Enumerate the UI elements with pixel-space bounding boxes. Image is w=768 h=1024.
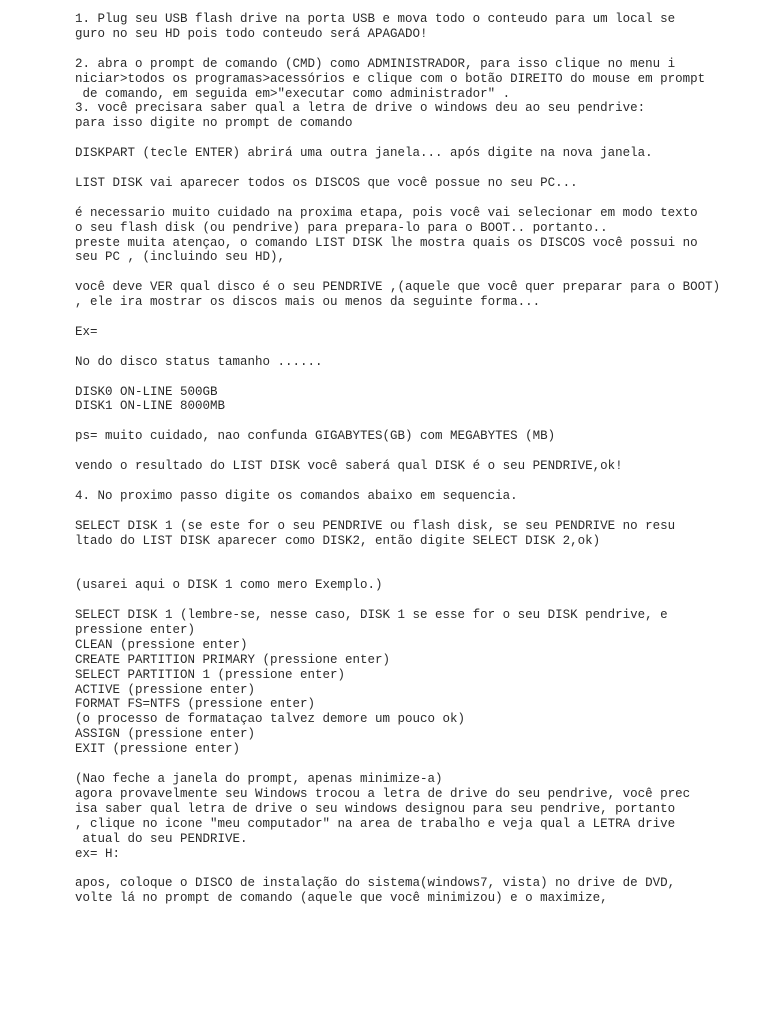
text-line: guro no seu HD pois todo conteudo será APAGADO! xyxy=(75,26,428,41)
blank-line xyxy=(75,265,755,280)
blank-line xyxy=(75,757,755,772)
blank-line xyxy=(75,861,755,876)
text-line: (o processo de formataçao talvez demore um pouco ok) xyxy=(75,712,466,727)
text-line: isa saber qual letra de drive o seu windows designou para seu pendrive, portanto xyxy=(75,801,676,816)
blank-line xyxy=(75,444,755,459)
document-text xyxy=(75,12,755,906)
blank-line xyxy=(75,593,755,608)
blank-line xyxy=(75,414,755,429)
text-line: , clique no icone "meu computador" na area de trabalho e veja qual a LETRA drive xyxy=(75,816,676,831)
blank-line xyxy=(75,131,755,146)
text-line: EXIT (pressione enter) xyxy=(75,742,241,757)
text-line: SELECT DISK 1 (se este for o seu PENDRIVE ou flash disk, se seu PENDRIVE no resu xyxy=(75,518,676,533)
blank-line xyxy=(75,474,755,489)
text-line: seu PC , (incluindo seu HD), xyxy=(75,250,286,265)
text-line: 4. No proximo passo digite os comandos abaixo em sequencia. xyxy=(75,488,518,503)
text-line: ASSIGN (pressione enter) xyxy=(75,727,256,742)
text-line: Ex= xyxy=(75,324,98,339)
text-line: apos, coloque o DISCO de instalação do sistema(windows7, vista) no drive de DVD, xyxy=(75,876,676,891)
blank-line xyxy=(75,548,755,563)
blank-line xyxy=(75,310,755,325)
text-line: pressione enter) xyxy=(75,622,196,637)
text-line: você deve VER qual disco é o seu PENDRIVE ,(aquele que você quer preparar para o BOOT) xyxy=(75,280,721,295)
text-line: ps= muito cuidado, nao confunda GIGABYTES(GB) com MEGABYTES (MB) xyxy=(75,429,556,444)
text-line: DISK0 ON-LINE 500GB xyxy=(75,384,218,399)
text-line: CREATE PARTITION PRIMARY (pressione enter) xyxy=(75,652,391,667)
text-line: volte lá no prompt de comando (aquele que você minimizou) e o maximize, xyxy=(75,891,608,906)
text-line: SELECT PARTITION 1 (pressione enter) xyxy=(75,667,346,682)
blank-line xyxy=(75,340,755,355)
text-line: ex= H: xyxy=(75,846,121,861)
text-line: (usarei aqui o DISK 1 como mero Exemplo.) xyxy=(75,578,383,593)
text-line: , ele ira mostrar os discos mais ou menos da seguinte forma... xyxy=(75,295,541,310)
text-line: agora provavelmente seu Windows trocou a letra de drive do seu pendrive, você prec xyxy=(75,786,691,801)
text-line: preste muita atençao, o comando LIST DISK lhe mostra quais os DISCOS você possui no xyxy=(75,235,698,250)
blank-line xyxy=(75,42,755,57)
text-line: LIST DISK vai aparecer todos os DISCOS que você possue no seu PC... xyxy=(75,175,578,190)
text-line: 3. você precisara saber qual a letra de drive o windows deu ao seu pendrive: xyxy=(75,101,646,116)
text-line: SELECT DISK 1 (lembre-se, nesse caso, DISK 1 se esse for o seu DISK pendrive, e xyxy=(75,608,668,623)
text-line: é necessario muito cuidado na proxima etapa, pois você vai selecionar em modo texto xyxy=(75,205,698,220)
text-line: (Nao feche a janela do prompt, apenas minimize-a) xyxy=(75,771,443,786)
text-line: niciar>todos os programas>acessórios e clique com o botão DIREITO do mouse em prompt xyxy=(75,71,706,86)
text-line: DISK1 ON-LINE 8000MB xyxy=(75,399,226,414)
blank-line xyxy=(75,370,755,385)
text-line: 1. Plug seu USB flash drive na porta USB e mova todo o conteudo para um local se xyxy=(75,12,676,26)
blank-line xyxy=(75,504,755,519)
text-line: vendo o resultado do LIST DISK você saberá qual DISK é o seu PENDRIVE,ok! xyxy=(75,459,623,474)
blank-line xyxy=(75,161,755,176)
blank-line xyxy=(75,563,755,578)
text-line: FORMAT FS=NTFS (pressione enter) xyxy=(75,697,316,712)
text-line: No do disco status tamanho ...... xyxy=(75,354,323,369)
text-line: o seu flash disk (ou pendrive) para prepara-lo para o BOOT.. portanto.. xyxy=(75,220,608,235)
text-line: 2. abra o prompt de comando (CMD) como ADMINISTRADOR, para isso clique no menu i xyxy=(75,56,676,71)
text-line: DISKPART (tecle ENTER) abrirá uma outra janela... após digite na nova janela. xyxy=(75,146,653,161)
text-line: para isso digite no prompt de comando xyxy=(75,116,353,131)
text-line: ACTIVE (pressione enter) xyxy=(75,682,256,697)
text-line: de comando, em seguida em>"executar como administrador" . xyxy=(75,86,511,101)
text-line: CLEAN (pressione enter) xyxy=(75,637,248,652)
text-line: atual do seu PENDRIVE. xyxy=(75,831,248,846)
text-line: ltado do LIST DISK aparecer como DISK2, então digite SELECT DISK 2,ok) xyxy=(75,533,601,548)
blank-line xyxy=(75,191,755,206)
